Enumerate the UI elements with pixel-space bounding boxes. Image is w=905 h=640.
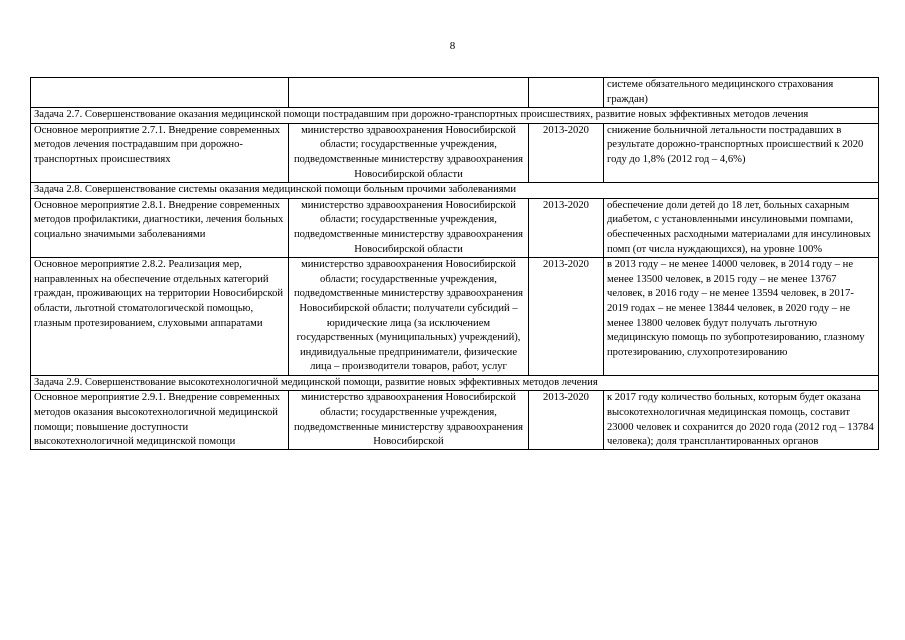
task-row — [31, 375, 879, 391]
period-cell: 2013-2020 — [529, 391, 604, 450]
result-cell: снижение больничной летальности пострадавших в результате дорожно-транспортных происшествий к 2020 году до 1,8% (2012 год – 4,6%) — [604, 123, 879, 182]
result-text: к 2017 году количество больных, которым будет оказана высокотехнологичная медицинская помощь, составит 23000 человек и сохранится до 2020 года (2012 год – 13784 человека); доля трансплантированных органов — [607, 392, 874, 448]
executor-cell — [289, 78, 529, 108]
activity-cell — [31, 78, 289, 108]
task-row — [31, 183, 879, 199]
table-row — [31, 198, 879, 257]
executor-cell — [289, 391, 529, 450]
activity-cell: Основное мероприятие 2.7.1. Внедрение современных методов лечения пострадавшим при дорожно-транспортных происшествиях — [31, 123, 289, 182]
task-heading: Задача 2.8. Совершенствование системы оказания медицинской помощи больным прочими заболеваниями — [31, 183, 879, 199]
executor-cell: министерство здравоохранения Новосибирской области; государственные учреждения, подведомственные министерству здравоохранения Новосибирской области — [289, 123, 529, 182]
task-heading: Задача 2.7. Совершенствование оказания медицинской помощи пострадавшим при дорожно-транспортных происшествиях, развитие новых эффективных методов лечения — [31, 108, 879, 124]
executor-text: министерство здравоохранения Новосибирской области; государственные учреждения, подведомственные министерству здравоохранения Новосибирской — [293, 392, 523, 448]
task-heading: Задача 2.9. Совершенствование высокотехнологичной медицинской помощи, развитие новых эффективных методов лечения — [31, 375, 879, 391]
table-row — [31, 391, 879, 450]
result-cell: в 2013 году – не менее 14000 человек, в 2014 году – не менее 13500 человек, в 2015 году – не менее 13767 человек, в 2016 году – не менее 13594 человек, в 2017-2019 годах – не менее 13844 человек, в 2020 году – не менее 13800 человек будут получать льготную медицинскую помощь по зубопротезированию, глазному протезированию, слухопротезированию — [604, 258, 879, 376]
period-cell — [529, 78, 604, 108]
result-cell — [604, 391, 879, 450]
activity-cell — [31, 391, 289, 450]
task-row — [31, 108, 879, 124]
result-cell: обеспечение доли детей до 18 лет, больных сахарным диабетом, с установленными инсулиновыми помпами, обеспеченных расходными материалами для инсулиновых помп (от числа нуждающихся), на уровне 100% — [604, 198, 879, 257]
period-cell: 2013-2020 — [529, 258, 604, 376]
executor-cell: министерство здравоохранения Новосибирской области; государственные учреждения, подведомственные министерству здравоохранения Новосибирской области; получатели субсидий – юридические лица (за исключением государственных (муниципальных) учреждений), индивидуальные предприниматели, физические лица – производители товаров, работ, услуг — [289, 258, 529, 376]
period-cell: 2013-2020 — [529, 123, 604, 182]
activities-table — [30, 77, 879, 450]
table-row — [31, 123, 879, 182]
executor-cell: министерство здравоохранения Новосибирской области; государственные учреждения, подведомственные министерству здравоохранения Новосибирской области — [289, 198, 529, 257]
activity-cell: Основное мероприятие 2.8.1. Внедрение современных методов профилактики, диагностики, лечения больных социально значимыми заболеваниями — [31, 198, 289, 257]
table-row — [31, 258, 879, 376]
activity-text: Основное мероприятие 2.9.1. Внедрение современных методов оказания высокотехнологичной медицинской помощи; повышение доступности высокотехнологичной медицинской помощи — [34, 392, 280, 448]
result-cell: системе обязательного медицинского страхования граждан) — [604, 78, 879, 108]
page-number: 8 — [449, 40, 456, 52]
activity-cell: Основное мероприятие 2.8.2. Реализация мер, направленных на обеспечение отдельных категорий граждан, проживающих на территории Новосибирской области, льготной стоматологической помощью, глазным протезированием, слуховыми аппаратами — [31, 258, 289, 376]
table-row — [31, 78, 879, 108]
period-cell: 2013-2020 — [529, 198, 604, 257]
